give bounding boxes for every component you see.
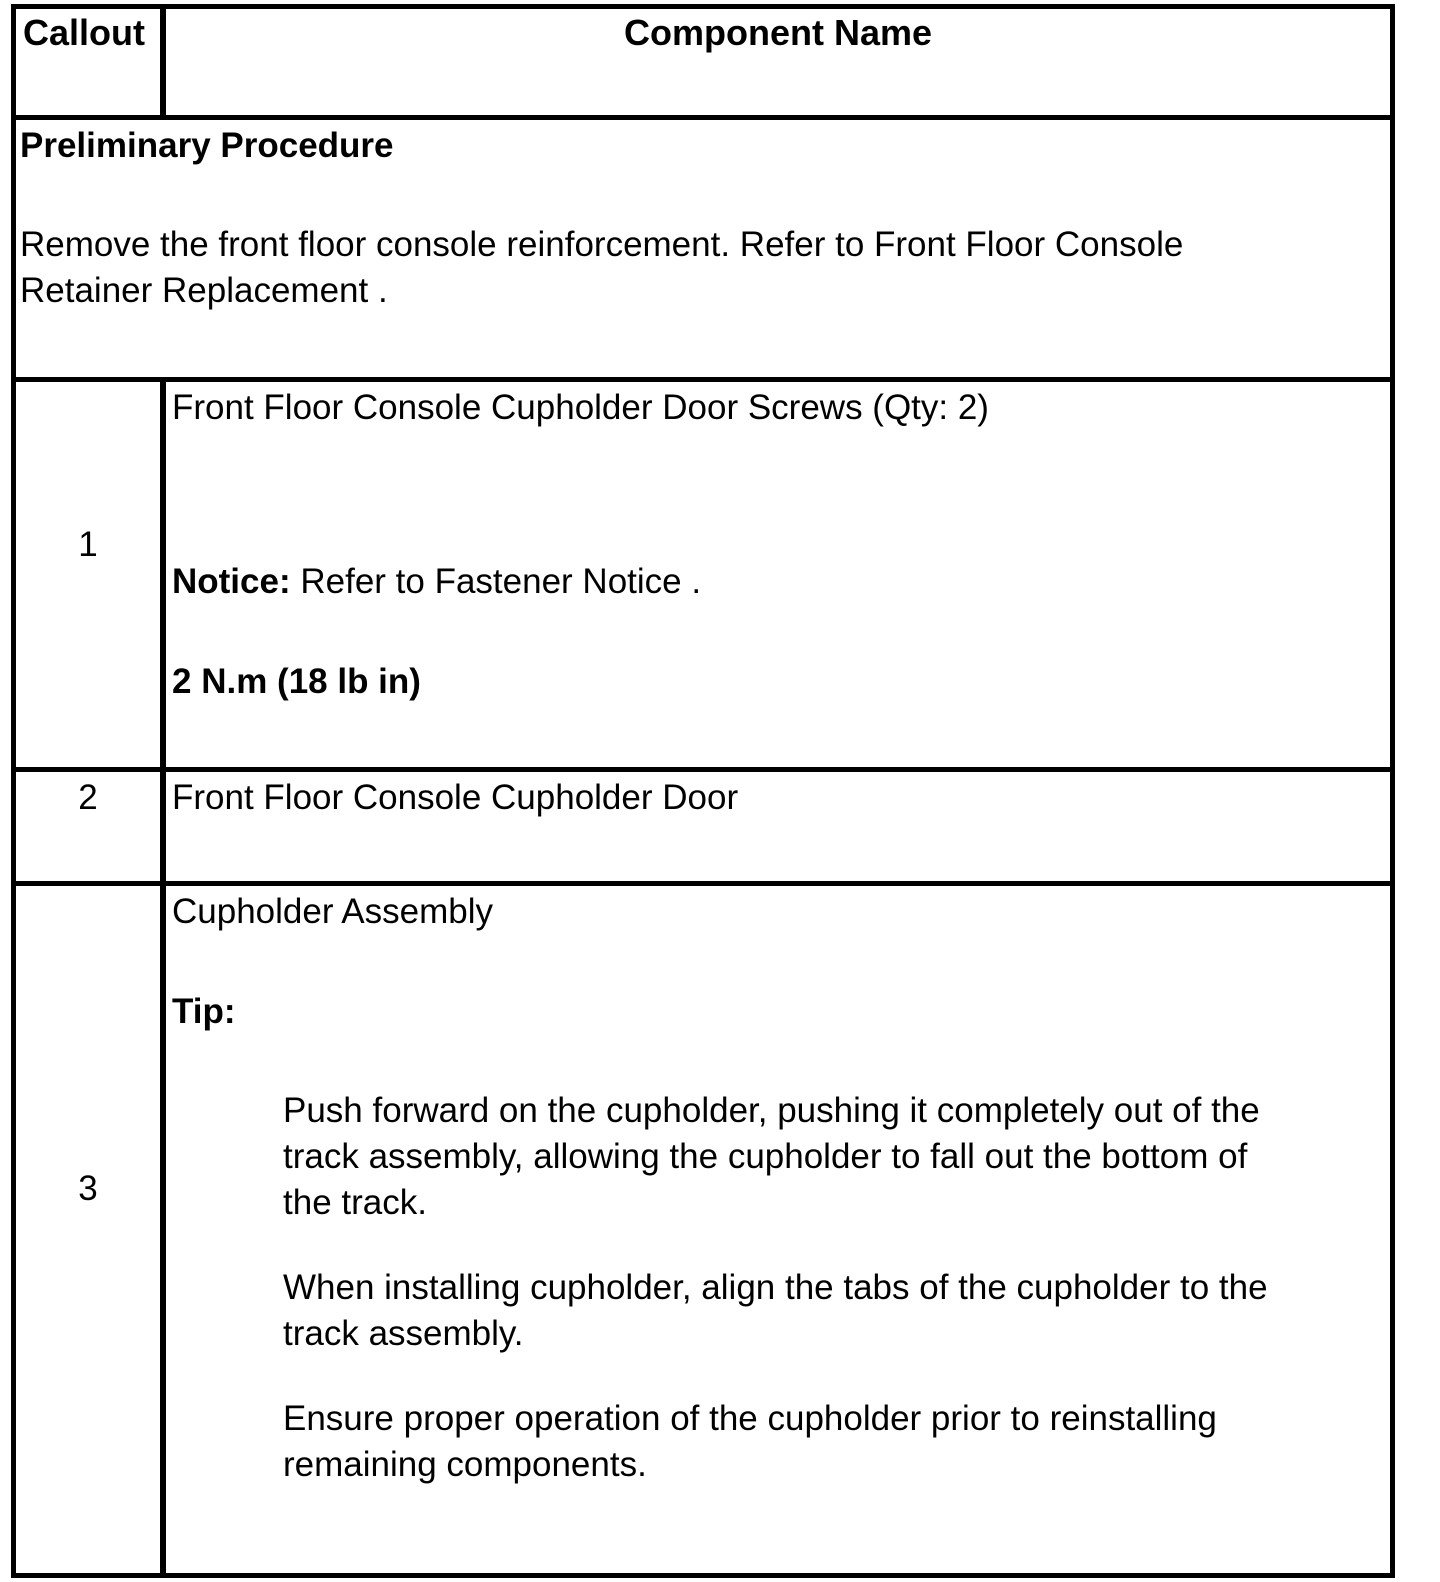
row2-callout: 2 [78, 778, 98, 817]
notice-label: Notice: [172, 562, 291, 601]
tip-label: Tip: [172, 992, 236, 1031]
tip-3-line2: remaining components. [283, 1445, 647, 1484]
row2-divider [11, 881, 1395, 886]
row2-component: Front Floor Console Cupholder Door [172, 778, 739, 817]
callout-header: Callout [23, 12, 145, 53]
tip-1-line2: track assembly, allowing the cupholder to fall out the bottom of [283, 1137, 1248, 1176]
tip-1-line3: the track. [283, 1183, 427, 1222]
row1-callout: 1 [78, 525, 98, 564]
preliminary-divider [11, 377, 1395, 382]
tip-2-line1: When installing cupholder, align the tabs of the cupholder to the [283, 1268, 1268, 1307]
body-column-divider [160, 377, 166, 1578]
row1-torque: 2 N.m (18 lb in) [172, 662, 421, 701]
preliminary-text-line2: Retainer Replacement . [20, 271, 388, 310]
preliminary-text-line1: Remove the front floor console reinforcement. Refer to Front Floor Console [20, 225, 1184, 264]
tip-1-line1: Push forward on the cupholder, pushing it completely out of the [283, 1091, 1260, 1130]
preliminary-title: Preliminary Procedure [20, 126, 394, 165]
header-divider [11, 115, 1395, 120]
row1-notice [172, 559, 701, 605]
row1-component: Front Floor Console Cupholder Door Screws (Qty: 2) [172, 388, 989, 427]
row3-callout: 3 [78, 1169, 98, 1208]
tip-3-line1: Ensure proper operation of the cupholder prior to reinstalling [283, 1399, 1217, 1438]
notice-text: Refer to Fastener Notice . [290, 562, 702, 601]
row1-divider [11, 767, 1395, 772]
tip-2-line2: track assembly. [283, 1314, 524, 1353]
component-name-header: Component Name [623, 12, 933, 53]
row3-component: Cupholder Assembly [172, 892, 493, 931]
